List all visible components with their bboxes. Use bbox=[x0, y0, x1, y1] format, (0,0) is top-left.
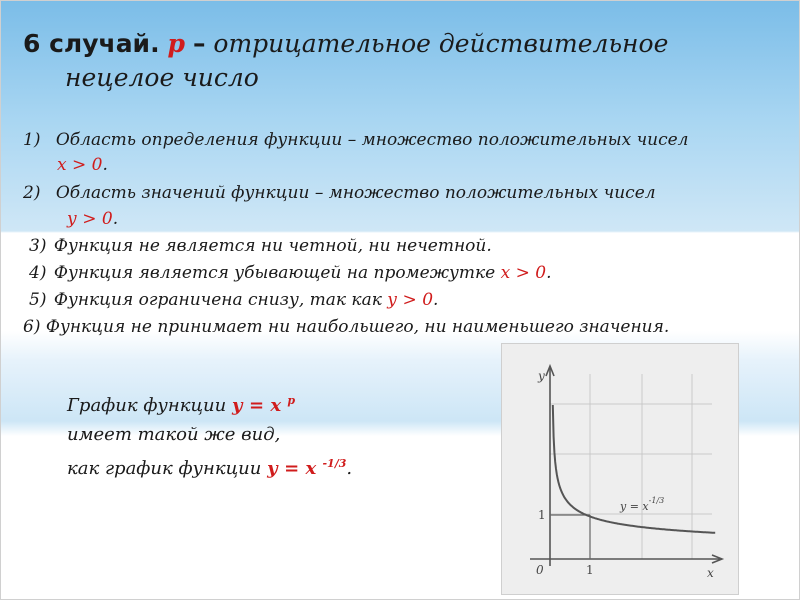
property-4 bbox=[29, 262, 552, 284]
property-1-condition-line bbox=[57, 154, 108, 176]
graph-svg bbox=[502, 344, 738, 594]
property-2 bbox=[23, 182, 656, 204]
property-condition: у > 0 bbox=[67, 209, 113, 229]
property-number: 4) bbox=[29, 263, 47, 283]
property-1 bbox=[23, 129, 689, 151]
property-text: Функция ограничена снизу, так как bbox=[53, 290, 382, 310]
property-end: . bbox=[112, 209, 119, 229]
graph-note-line2: имеет такой же вид, bbox=[67, 424, 281, 445]
title-case-label: 6 случай. bbox=[23, 29, 160, 58]
formula-y-x-minus-third bbox=[267, 458, 346, 479]
curve-label-exponent: -1/3 bbox=[648, 496, 665, 505]
property-2-condition-line bbox=[67, 208, 118, 230]
title-dash: – bbox=[192, 29, 206, 58]
formula-y-x-p bbox=[232, 395, 295, 416]
graph-note-text: График функции bbox=[67, 395, 227, 416]
property-end: . bbox=[546, 263, 552, 283]
property-number: 5) bbox=[29, 290, 47, 310]
property-text: Область определения функции – множество положительных чисел bbox=[55, 130, 689, 150]
graph-note-text: как график функции bbox=[67, 458, 262, 479]
property-number: 2) bbox=[23, 183, 41, 203]
formula-base: у = х bbox=[231, 395, 282, 416]
property-text: Функция не принимает ни наибольшего, ни наименьшего значения. bbox=[45, 317, 670, 337]
property-condition: х > 0 bbox=[500, 263, 547, 283]
property-5 bbox=[29, 289, 438, 311]
origin-label: 0 bbox=[536, 563, 544, 577]
property-condition: у > 0 bbox=[387, 290, 434, 310]
property-text: Функция является убывающей на промежутке bbox=[53, 263, 496, 283]
graph-note-line3 bbox=[67, 449, 352, 483]
graph-note bbox=[67, 386, 352, 483]
property-end: . bbox=[433, 290, 439, 310]
function-graph bbox=[501, 343, 739, 595]
x-tick-label: 1 bbox=[586, 563, 594, 577]
title-line2: нецелое число bbox=[65, 63, 259, 92]
y-axis-label: y bbox=[538, 369, 545, 383]
property-number: 3) bbox=[29, 236, 47, 256]
property-3 bbox=[29, 235, 492, 257]
property-end: . bbox=[102, 155, 108, 175]
property-text: Область значений функции – множество положительных чисел bbox=[55, 183, 656, 203]
curve-label-base: y = x bbox=[620, 500, 649, 513]
property-number: 6) bbox=[23, 317, 41, 337]
property-number: 1) bbox=[23, 130, 41, 150]
title-line1: отрицательное действительное bbox=[213, 29, 669, 58]
graph-note-end: . bbox=[346, 458, 353, 479]
formula-exponent: -1/3 bbox=[322, 457, 347, 470]
property-6 bbox=[23, 316, 669, 338]
property-text: Функция не является ни четной, ни нечетной. bbox=[53, 236, 492, 256]
formula-exponent: р bbox=[287, 394, 296, 407]
property-condition: х > 0 bbox=[57, 155, 103, 175]
title-p-symbol: р bbox=[167, 29, 186, 58]
graph-note-line1 bbox=[67, 386, 352, 420]
slide-title bbox=[23, 27, 668, 95]
y-tick-label: 1 bbox=[538, 508, 546, 522]
formula-base: у = х bbox=[267, 458, 317, 479]
x-axis-label: x bbox=[707, 566, 714, 580]
